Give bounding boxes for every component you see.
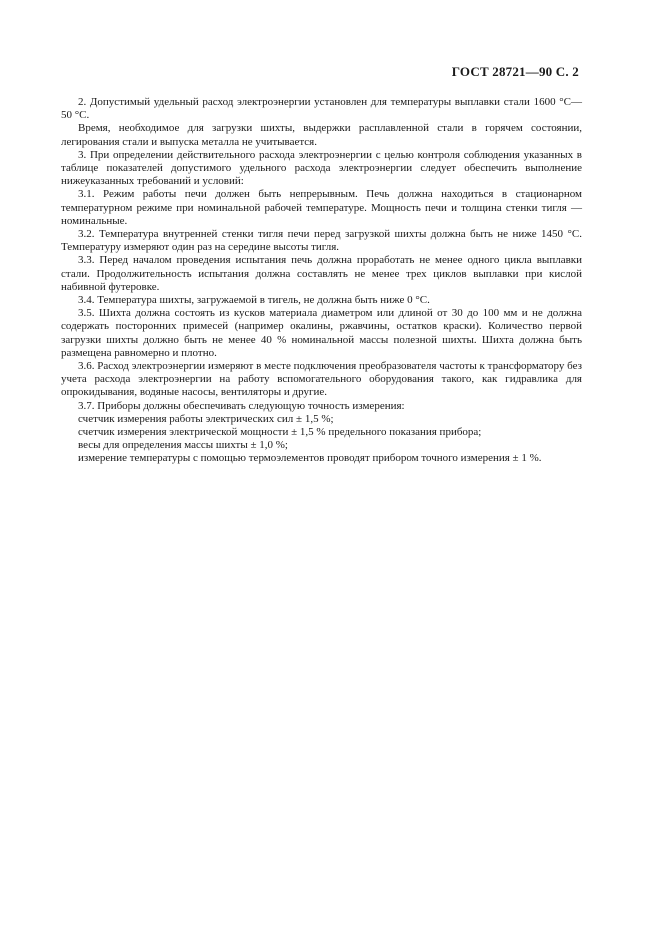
paragraph-3-7: 3.7. Приборы должны обеспечивать следующую точность измерения: bbox=[78, 399, 405, 412]
accuracy-item-scales: весы для определения массы шихты ± 1,0 %; bbox=[78, 439, 288, 452]
accuracy-item-temperature: измерение температуры с помощью термоэлементов проводят прибором точного измерения ± 1 %. bbox=[78, 452, 542, 465]
paragraph-3-3: 3.3. Перед началом проведения испытания печь должна проработать не менее одного цикла выплавки стали. Продолжительность испытания должна составлять не менее трех циклов выплавки при кислой набивной футеровке. bbox=[61, 254, 582, 293]
paragraph-2: 2. Допустимый удельный расход электроэнергии установлен для температуры выплавки стали 1600 °С—50 °С. bbox=[61, 96, 582, 122]
paragraph-3: 3. При определении действительного расхода электроэнергии с целью контроля соблюдения указанных в таблице показателей допустимого удельного расхода электроэнергии следует обеспечить выполнение нижеуказанных требований и условий: bbox=[61, 148, 582, 188]
paragraph-3-5: 3.5. Шихта должна состоять из кусков материала диаметром или длиной от 30 до 100 мм и не должна содержать посторонних примесей (например окалины, ржавчины, остатков краски). Количество первой загрузки шихты должно быть не менее 40 % номинальной массы полезной шихты. Шихта должна быть размещена равномерно и плотно. bbox=[61, 307, 582, 359]
paragraph-2-note: Время, необходимое для загрузки шихты, выдержки расплавленной стали в горячем состоянии, легирования стали и выпуска металла не учитывается. bbox=[61, 122, 582, 148]
paragraph-3-6: 3.6. Расход электроэнергии измеряют в месте подключения преобразователя частоты к трансформатору без учета расхода электроэнергии на работу вспомогательного оборудования такого, как гидравлика для опрокидывания, водяные насосы, вентиляторы и другие. bbox=[61, 360, 582, 399]
accuracy-item-energy-meter: счетчик измерения работы электрических сил ± 1,5 %; bbox=[78, 412, 334, 425]
paragraph-3-4: 3.4. Температура шихты, загружаемой в тигель, не должна быть ниже 0 °С. bbox=[78, 294, 430, 307]
accuracy-item-power-meter: счетчик измерения электрической мощности ± 1,5 % предельного показания прибора; bbox=[78, 426, 482, 439]
paragraph-3-1: 3.1. Режим работы печи должен быть непрерывным. Печь должна находиться в стационарном температурном режиме при номинальной рабочей температуре. Мощность печи и толщина стенки тигля — номинальные. bbox=[61, 188, 582, 227]
paragraph-3-2: 3.2. Температура внутренней стенки тигля печи перед загрузкой шихты должна быть не ниже 1450 °С. Температуру измеряют один раз на середине высоты тигля. bbox=[61, 228, 582, 254]
document-body bbox=[61, 96, 582, 466]
document-code-header: ГОСТ 28721—90 С. 2 bbox=[451, 64, 579, 79]
